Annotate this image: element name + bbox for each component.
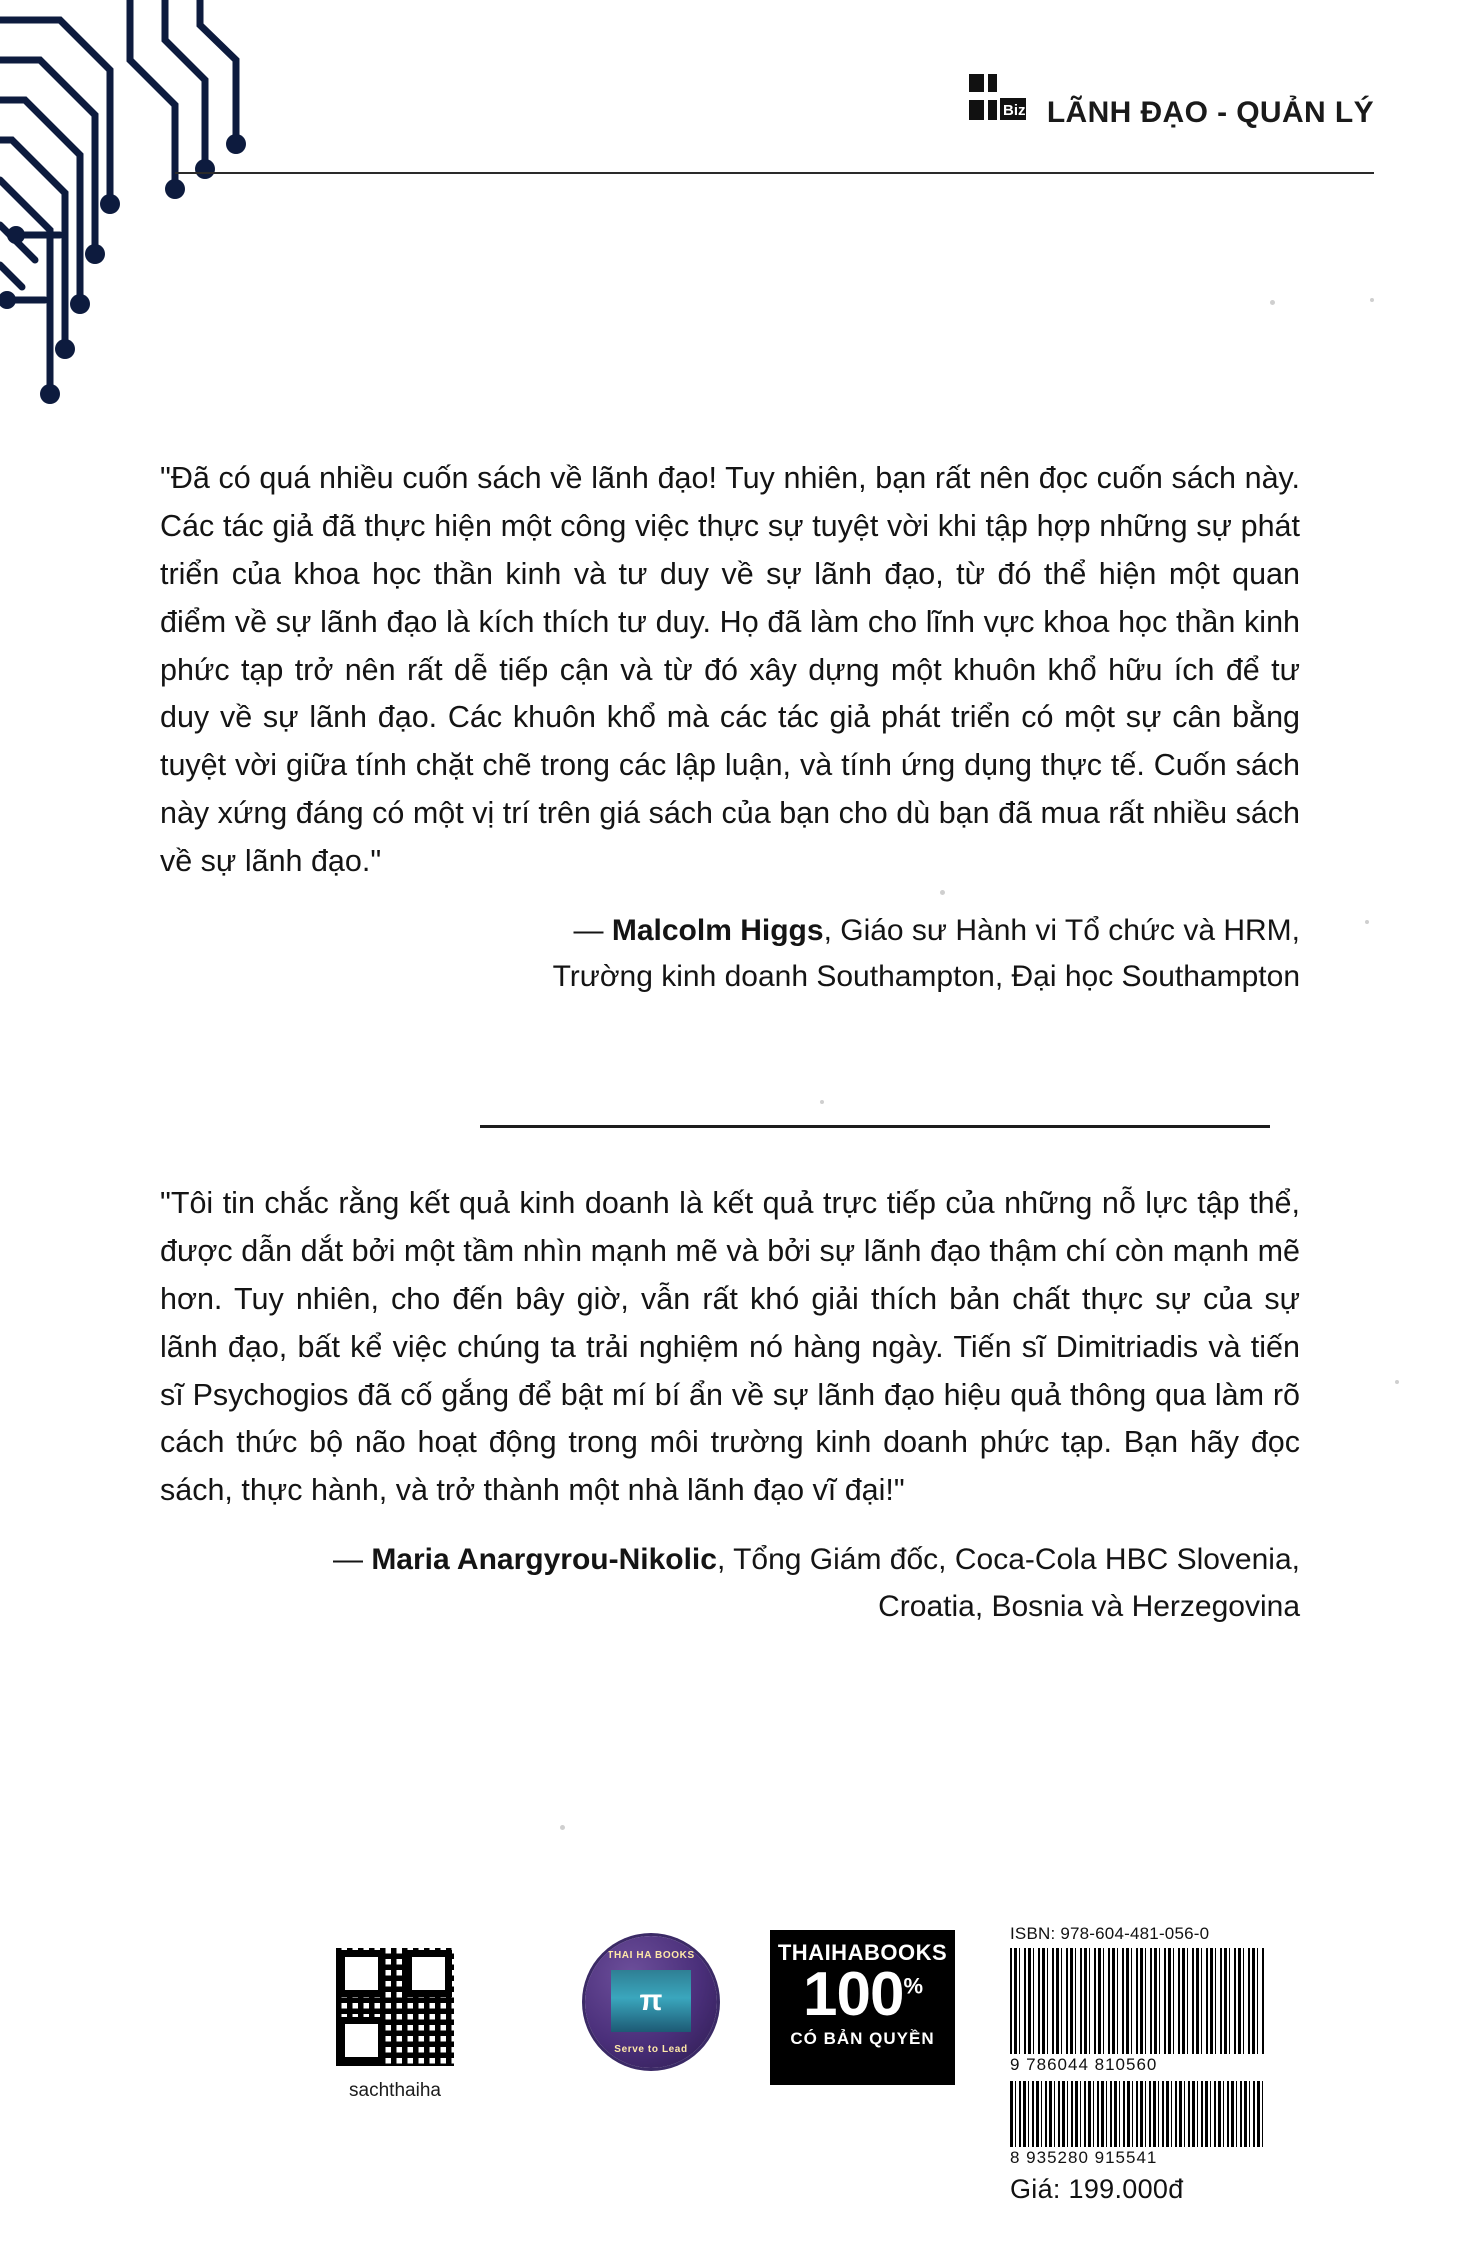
qr-code-icon[interactable]: [334, 1946, 456, 2068]
attribution-affiliation: Trường kinh doanh Southampton, Đại học Southampton: [552, 960, 1300, 994]
speckle: [560, 1825, 565, 1830]
attribution-author: Maria Anargyrou-Nikolic: [371, 1543, 717, 1577]
seal-top-text: THAI HA BOOKS: [607, 1950, 695, 1961]
testimonial-attribution: [160, 908, 1300, 1001]
testimonial-block-2: [160, 1180, 1300, 1630]
qr-code-label: sachthaiha: [349, 2080, 441, 2101]
publisher-logo-icon: [967, 70, 1033, 132]
seal-bottom-text: Serve to Lead: [614, 2044, 688, 2055]
circuit-decoration: [0, 0, 330, 420]
barcode-ean-icon: [1010, 2081, 1266, 2147]
badge-brand-label: THAIHABOOKS: [777, 1940, 948, 1965]
price-label: Giá: 199.000đ: [1010, 2174, 1184, 2204]
barcode-ean-digits: 8 935280 915541: [1010, 2148, 1158, 2167]
speckle: [1370, 298, 1374, 302]
isbn-label: ISBN: 978-604-481-056-0: [1010, 1924, 1210, 1943]
speckle: [820, 1100, 824, 1104]
seal-center-glyph: π: [611, 1970, 691, 2032]
section-divider: [480, 1125, 1270, 1128]
attribution-dash: —: [573, 913, 604, 947]
svg-text:Biz: Biz: [1002, 102, 1026, 119]
qr-code-block: [330, 1946, 460, 2102]
speckle: [1395, 1380, 1399, 1384]
barcode-block: [1010, 1924, 1270, 2205]
barcode-isbn-digits: 9 786044 810560: [1010, 2055, 1158, 2074]
testimonial-block-1: [160, 455, 1300, 1001]
testimonial-text: "Đã có quá nhiều cuốn sách về lãnh đạo! Tuy nhiên, bạn rất nên đọc cuốn sách này. Các tác giả đã thực hiện một công việc thực sự tuyệt vời khi tập hợp những sự phát triển của khoa học thần kinh và tư duy về sự lãnh đạo, từ đó thể hiện một quan điểm về sự lãnh đạo là kích thích tư duy. Họ đã làm cho lĩnh vực khoa học thần kinh phức tạp trở nên rất dễ tiếp cận và từ đó xây dựng một khuôn khổ hữu ích để tư duy về sự lãnh đạo. Các khuôn khổ mà các tác giả phát triển có một sự cân bằng tuyệt vời giữa tính chặt chẽ trong các lập luận, và tính ứng dụng thực tế. Cuốn sách này xứng đáng có một vị trí trên giá sách của bạn cho dù bạn đã mua rất nhiều sách về sự lãnh đạo.": [160, 461, 1300, 878]
badge-copyright-label: CÓ BẢN QUYỀN: [790, 2028, 935, 2048]
attribution-dash: —: [332, 1543, 363, 1577]
publisher-seal: [585, 1936, 717, 2068]
testimonial-attribution: [160, 1537, 1300, 1630]
attribution-role: , Tổng Giám đốc, Coca-Cola HBC Slovenia,: [716, 1543, 1300, 1577]
attribution-affiliation: Croatia, Bosnia và Herzegovina: [878, 1589, 1300, 1623]
badge-percent: %: [903, 1973, 922, 1999]
header-category-label: LÃNH ĐẠO - QUẢN LÝ: [1046, 96, 1374, 129]
footer: [0, 1924, 1464, 2204]
header-rule: [175, 172, 1374, 174]
speckle: [1365, 920, 1369, 924]
testimonial-text: "Tôi tin chắc rằng kết quả kinh doanh là kết quả trực tiếp của những nỗ lực tập thể, được dẫn dắt bởi một tầm nhìn mạnh mẽ và bởi sự lãnh đạo thậm chí còn mạnh mẽ hơn. Tuy nhiên, cho đến bây giờ, vẫn rất khó giải thích bản chất thực sự của sự lãnh đạo, bất kể việc chúng ta trải nghiệm nó hàng ngày. Tiến sĩ Dimitriadis và tiến sĩ Psychogios đã cố gắng để bật mí bí ẩn về sự lãnh đạo hiệu quả thông qua làm rõ cách thức bộ não hoạt động trong môi trường kinh doanh phức tạp. Bạn hãy đọc sách, thực hành, và trở thành một nhà lãnh đạo vĩ đại!": [160, 1186, 1300, 1508]
copyright-badge: [770, 1930, 955, 2085]
header: [967, 70, 1374, 132]
attribution-author: Malcolm Higgs: [611, 913, 824, 947]
badge-number: [770, 1960, 955, 2029]
speckle: [1270, 300, 1275, 305]
attribution-role: , Giáo sư Hành vi Tổ chức và HRM,: [823, 913, 1300, 947]
barcode-isbn-icon: [1010, 1948, 1266, 2054]
badge-number-value: 100: [802, 1960, 904, 2029]
